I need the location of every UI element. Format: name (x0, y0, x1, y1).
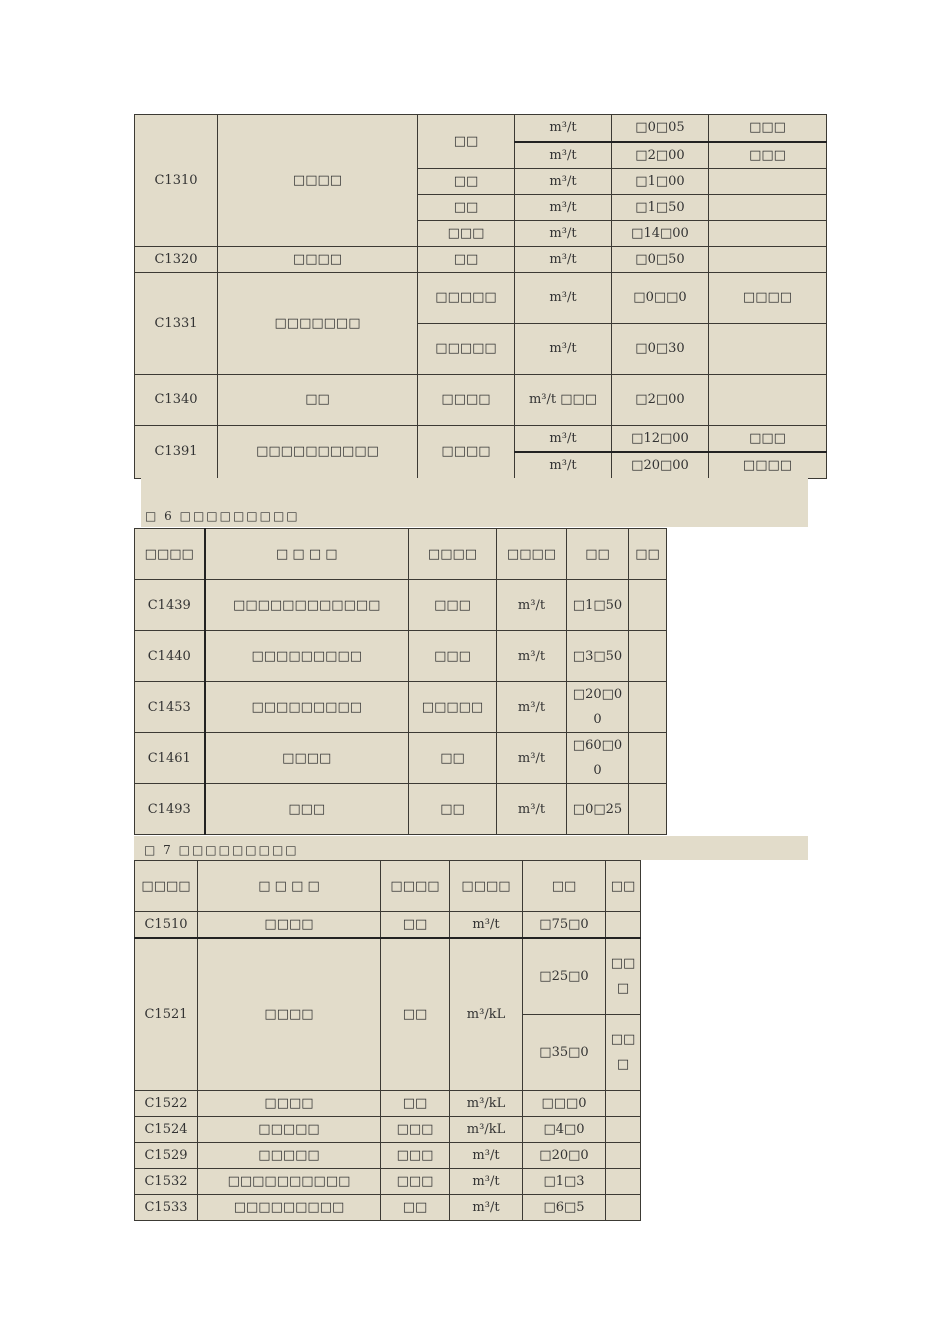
table-row (135, 1194, 641, 1220)
note-cell (606, 1142, 641, 1168)
name-cell: □□□□□ (198, 1116, 381, 1142)
note-cell (709, 168, 827, 194)
note-cell (629, 784, 667, 835)
unit-cell: m³/t (515, 452, 612, 479)
unit-cell: m³/t (450, 1194, 523, 1220)
name-cell: □□□□ (218, 246, 418, 272)
category-cell: □□□□□ (418, 323, 515, 374)
note-cell (709, 323, 827, 374)
unit-cell: m³/t (515, 323, 612, 374)
note-cell: □□□ (709, 115, 827, 142)
category-cell: □□□ (409, 631, 497, 682)
value-cell: □35□0 (523, 1014, 606, 1090)
category-cell: □□ (418, 246, 515, 272)
name-cell: □□□□ (198, 912, 381, 939)
unit-cell: m³/kL (450, 938, 523, 1090)
header-value: □□ (567, 529, 629, 580)
table-row (135, 580, 667, 631)
value-cell: □12□00 (612, 425, 709, 452)
table-row (135, 1168, 641, 1194)
unit-cell: m³/t □□□ (515, 374, 612, 425)
code-cell: C1453 (135, 682, 205, 733)
table-row (135, 938, 641, 1014)
note-cell (709, 246, 827, 272)
code-cell: C1533 (135, 1194, 198, 1220)
note-cell: □□□ (709, 425, 827, 452)
name-cell: □□□□□□□□□ (205, 682, 409, 733)
table-row (135, 115, 827, 142)
category-cell: □□□ (381, 1142, 450, 1168)
note-cell (606, 912, 641, 939)
table-6-caption-band (141, 478, 808, 527)
header-value: □□ (523, 861, 606, 912)
name-cell: □□□ (205, 784, 409, 835)
value-cell: □4□0 (523, 1116, 606, 1142)
note-cell (709, 374, 827, 425)
unit-cell: m³/t (450, 1168, 523, 1194)
note-cell (709, 220, 827, 246)
header-code: □□□□ (135, 529, 205, 580)
value-cell: □1□50 (567, 580, 629, 631)
value-cell: □0□□0 (612, 272, 709, 323)
value-cell: □1□00 (612, 168, 709, 194)
value-cell: □0□05 (612, 115, 709, 142)
table-header-row (135, 529, 667, 580)
unit-cell: m³/t (497, 784, 567, 835)
unit-cell: m³/t (515, 194, 612, 220)
unit-cell: m³/t (450, 912, 523, 939)
table-row (135, 1116, 641, 1142)
category-cell: □□ (418, 168, 515, 194)
note-cell (606, 1116, 641, 1142)
unit-cell: m³/t (515, 425, 612, 452)
code-cell: C1320 (135, 246, 218, 272)
unit-cell: m³/t (497, 733, 567, 784)
code-cell: C1439 (135, 580, 205, 631)
value-cell: □2□00 (612, 142, 709, 169)
note-cell: □□□□ (709, 272, 827, 323)
category-cell: □□ (381, 1194, 450, 1220)
unit-cell: m³/t (515, 142, 612, 169)
header-name: □ □ □ □ (205, 529, 409, 580)
note-cell: □□□ (606, 938, 641, 1014)
category-cell: □□□□ (418, 374, 515, 425)
category-cell: □□ (381, 1090, 450, 1116)
water-quota-table-6 (134, 528, 667, 835)
value-cell: □14□00 (612, 220, 709, 246)
value-cell: □0□50 (612, 246, 709, 272)
code-cell: C1391 (135, 425, 218, 478)
code-cell: C1331 (135, 272, 218, 374)
category-cell: □□□□□ (418, 272, 515, 323)
value-cell: □20□00 (612, 452, 709, 479)
unit-cell: m³/t (515, 115, 612, 142)
header-unit: □□□□ (497, 529, 567, 580)
name-cell: □□ (218, 374, 418, 425)
unit-cell: m³/kL (450, 1116, 523, 1142)
note-cell: □□□ (606, 1014, 641, 1090)
value-cell: □6□5 (523, 1194, 606, 1220)
category-cell: □□□□ (418, 425, 515, 478)
note-cell (606, 1168, 641, 1194)
unit-cell: m³/t (450, 1142, 523, 1168)
value-cell: □0□25 (567, 784, 629, 835)
code-cell: C1522 (135, 1090, 198, 1116)
note-cell (629, 580, 667, 631)
code-cell: C1340 (135, 374, 218, 425)
note-cell: □□□□ (709, 452, 827, 479)
note-cell (709, 194, 827, 220)
table-row (135, 733, 667, 784)
category-cell: □□ (418, 194, 515, 220)
note-cell (629, 631, 667, 682)
code-cell: C1461 (135, 733, 205, 784)
code-cell: C1529 (135, 1142, 198, 1168)
category-cell: □□ (381, 912, 450, 939)
name-cell: □□□□ (218, 115, 418, 247)
name-cell: □□□□ (205, 733, 409, 784)
name-cell: □□□□ (198, 1090, 381, 1116)
category-cell: □□□ (418, 220, 515, 246)
name-cell: □□□□□□□□□ (198, 1194, 381, 1220)
table-6-caption: □ 6 □□□□□□□□□ (145, 509, 300, 523)
header-code: □□□□ (135, 861, 198, 912)
value-cell: □20□0 (523, 1142, 606, 1168)
header-unit: □□□□ (450, 861, 523, 912)
category-cell: □□□ (381, 1116, 450, 1142)
code-cell: C1493 (135, 784, 205, 835)
unit-cell: m³/t (515, 272, 612, 323)
name-cell: □□□□ (198, 938, 381, 1090)
table-row (135, 912, 641, 939)
table-header-row (135, 861, 641, 912)
code-cell: C1532 (135, 1168, 198, 1194)
category-cell: □□ (409, 733, 497, 784)
code-cell: C1310 (135, 115, 218, 247)
name-cell: □□□□□□□□□□ (218, 425, 418, 478)
category-cell: □□□ (381, 1168, 450, 1194)
name-cell: □□□□□□□□□ (205, 631, 409, 682)
table-row (135, 272, 827, 323)
name-cell: □□□□□□□ (218, 272, 418, 374)
table-row (135, 631, 667, 682)
value-cell: □1□3 (523, 1168, 606, 1194)
name-cell: □□□□□□□□□□□□ (205, 580, 409, 631)
value-cell: □3□50 (567, 631, 629, 682)
value-cell: □1□50 (612, 194, 709, 220)
unit-cell: m³/t (515, 220, 612, 246)
header-note: □□ (629, 529, 667, 580)
category-cell: □□ (381, 938, 450, 1090)
table-row (135, 425, 827, 452)
note-cell (629, 733, 667, 784)
table-row (135, 1090, 641, 1116)
note-cell (606, 1090, 641, 1116)
table-row (135, 1142, 641, 1168)
table-7-caption: □ 7 □□□□□□□□□ (144, 843, 299, 857)
note-cell (629, 682, 667, 733)
name-cell: □□□□□ (198, 1142, 381, 1168)
note-cell (606, 1194, 641, 1220)
unit-cell: m³/t (515, 246, 612, 272)
table-row (135, 246, 827, 272)
code-cell: C1521 (135, 938, 198, 1090)
unit-cell: m³/t (497, 682, 567, 733)
note-cell: □□□ (709, 142, 827, 169)
unit-cell: m³/t (515, 168, 612, 194)
water-quota-table-1 (134, 114, 827, 479)
table-row (135, 374, 827, 425)
value-cell: □75□0 (523, 912, 606, 939)
category-cell: □□□ (409, 580, 497, 631)
code-cell: C1510 (135, 912, 198, 939)
header-category: □□□□ (381, 861, 450, 912)
category-cell: □□□□□ (409, 682, 497, 733)
value-cell: □25□0 (523, 938, 606, 1014)
code-cell: C1440 (135, 631, 205, 682)
unit-cell: m³/t (497, 631, 567, 682)
table-row (135, 784, 667, 835)
header-name: □ □ □ □ (198, 861, 381, 912)
header-note: □□ (606, 861, 641, 912)
value-cell: □□□0 (523, 1090, 606, 1116)
header-category: □□□□ (409, 529, 497, 580)
name-cell: □□□□□□□□□□ (198, 1168, 381, 1194)
unit-cell: m³/t (497, 580, 567, 631)
water-quota-table-7 (134, 860, 641, 1221)
table-7-caption-band (134, 836, 808, 860)
unit-cell: m³/kL (450, 1090, 523, 1116)
value-cell: □20□00 (567, 682, 629, 733)
category-cell: □□ (409, 784, 497, 835)
table-row (135, 682, 667, 733)
value-cell: □2□00 (612, 374, 709, 425)
value-cell: □0□30 (612, 323, 709, 374)
code-cell: C1524 (135, 1116, 198, 1142)
value-cell: □60□00 (567, 733, 629, 784)
category-cell: □□ (418, 115, 515, 169)
